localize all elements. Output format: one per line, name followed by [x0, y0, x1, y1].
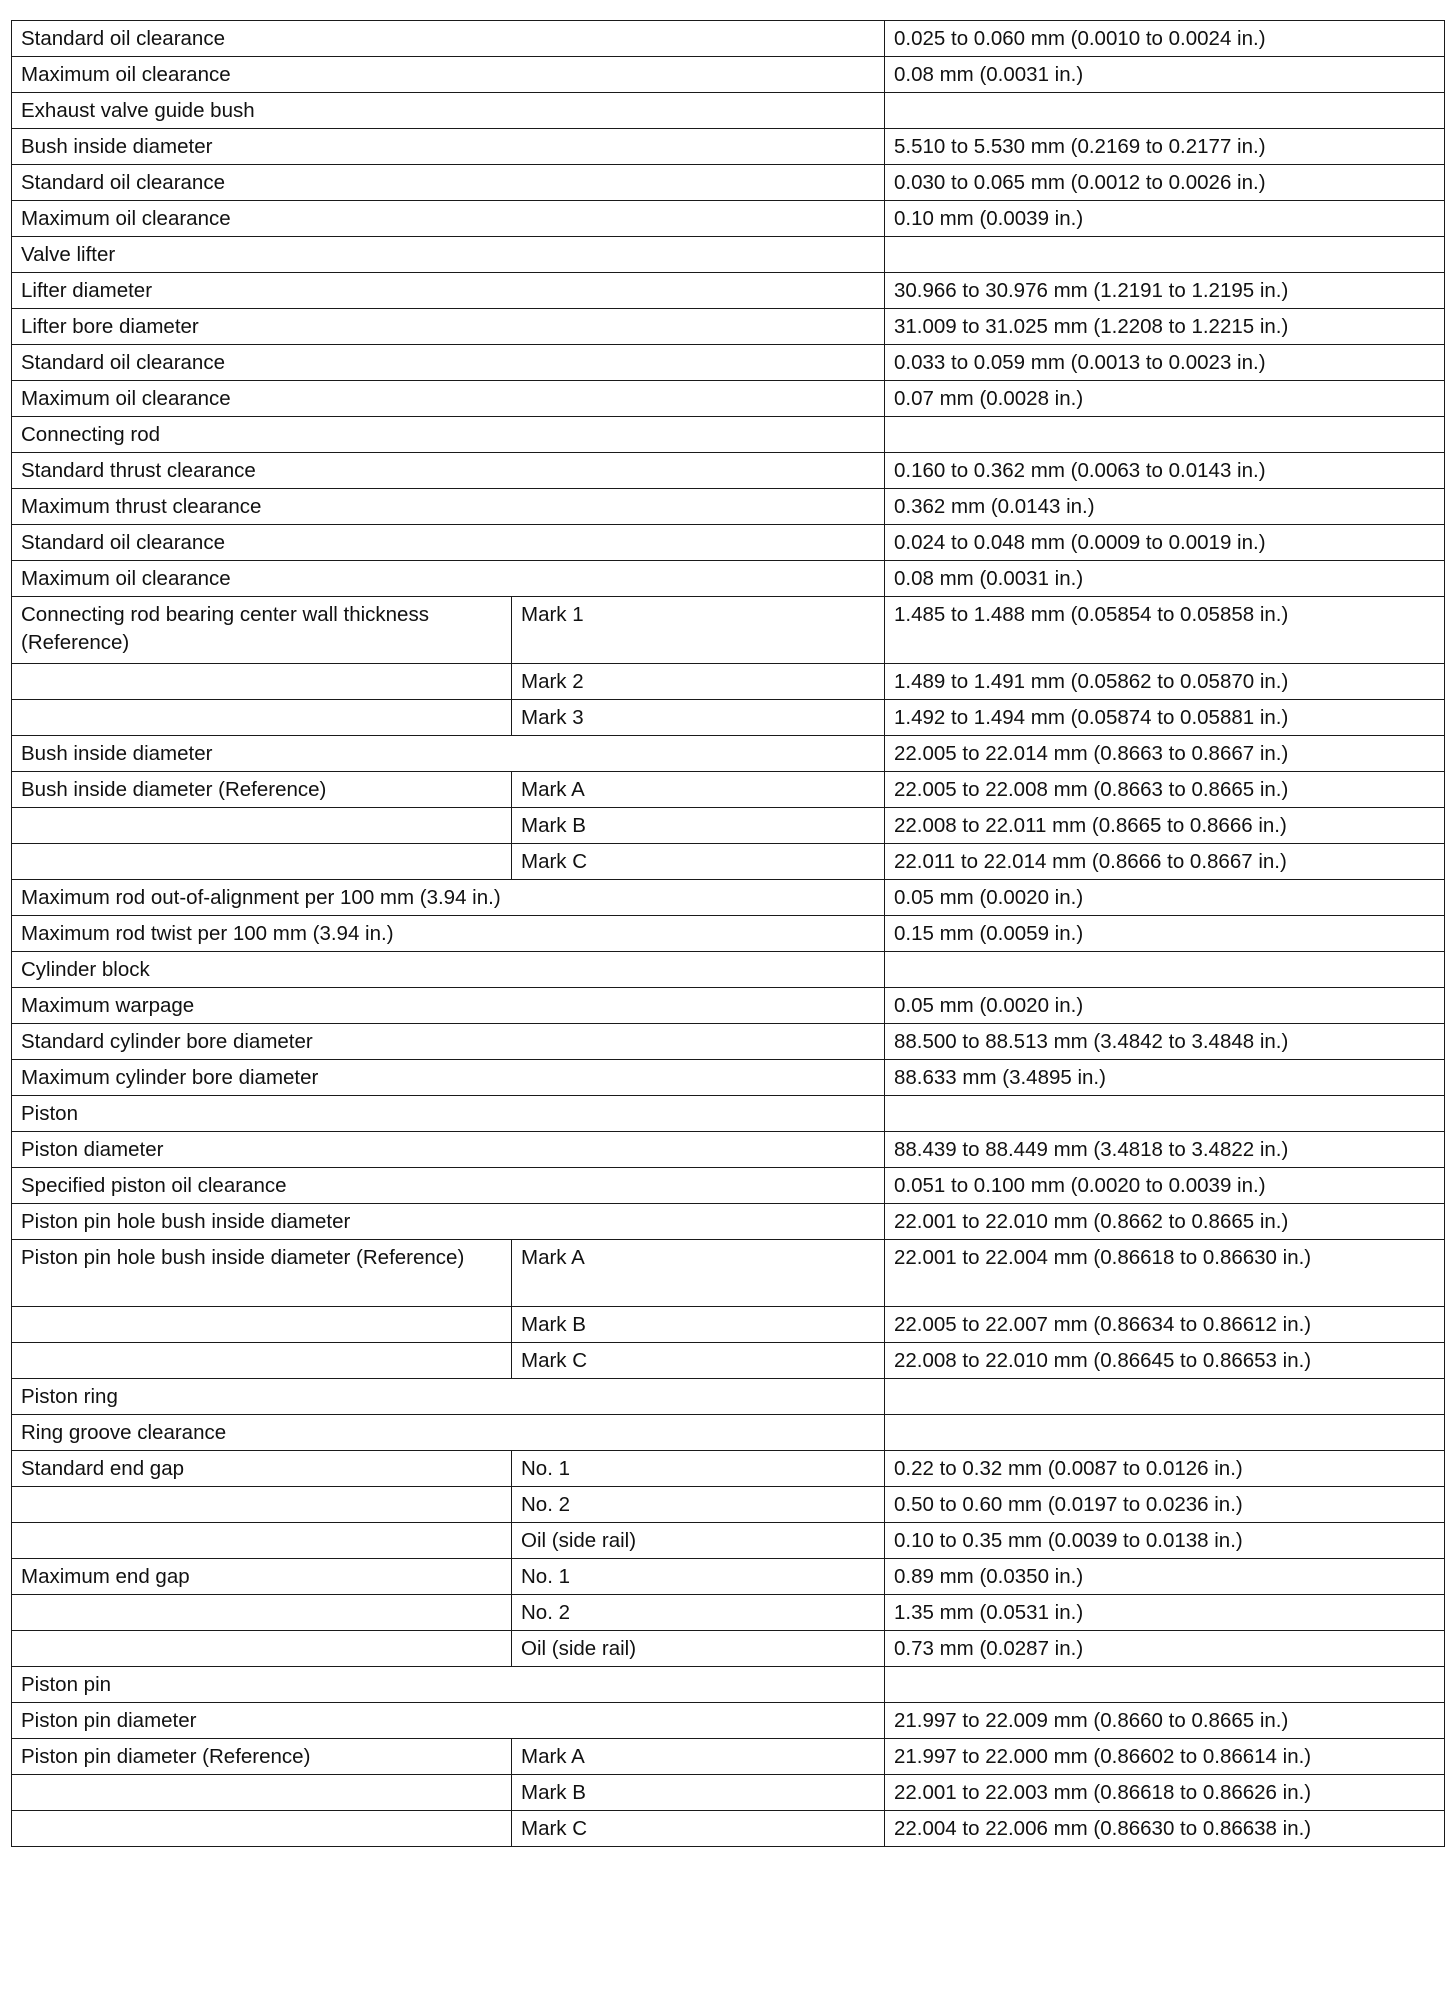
spec-label: Piston ring	[12, 1379, 885, 1415]
spec-label: Bush inside diameter (Reference)	[12, 772, 512, 808]
table-row	[12, 309, 1445, 345]
spec-label: Bush inside diameter	[12, 736, 885, 772]
table-row	[12, 916, 1445, 952]
spec-label: Standard oil clearance	[12, 345, 885, 381]
spec-sublabel: No. 2	[512, 1487, 885, 1523]
table-row	[12, 525, 1445, 561]
spec-value: 0.10 to 0.35 mm (0.0039 to 0.0138 in.)	[885, 1523, 1445, 1559]
spec-label: Maximum oil clearance	[12, 381, 885, 417]
table-row	[12, 489, 1445, 525]
spec-label	[12, 1595, 512, 1631]
spec-value	[885, 237, 1445, 273]
spec-sublabel: Mark B	[512, 1775, 885, 1811]
spec-value: 30.966 to 30.976 mm (1.2191 to 1.2195 in.)	[885, 273, 1445, 309]
spec-value: 0.10 mm (0.0039 in.)	[885, 201, 1445, 237]
spec-value: 5.510 to 5.530 mm (0.2169 to 0.2177 in.)	[885, 129, 1445, 165]
spec-table	[11, 20, 1445, 1847]
table-row	[12, 561, 1445, 597]
spec-value: 0.160 to 0.362 mm (0.0063 to 0.0143 in.)	[885, 453, 1445, 489]
spec-value: 1.492 to 1.494 mm (0.05874 to 0.05881 in.)	[885, 700, 1445, 736]
spec-value: 21.997 to 22.009 mm (0.8660 to 0.8665 in.)	[885, 1703, 1445, 1739]
table-row	[12, 381, 1445, 417]
table-row	[12, 1307, 1445, 1343]
spec-label: Piston diameter	[12, 1132, 885, 1168]
spec-value: 0.22 to 0.32 mm (0.0087 to 0.0126 in.)	[885, 1451, 1445, 1487]
spec-label: Standard end gap	[12, 1451, 512, 1487]
table-row	[12, 237, 1445, 273]
spec-value: 1.485 to 1.488 mm (0.05854 to 0.05858 in.)	[885, 597, 1445, 664]
spec-sublabel: Mark A	[512, 1739, 885, 1775]
spec-table-body	[12, 21, 1445, 1847]
spec-sublabel: Mark A	[512, 1240, 885, 1307]
table-row	[12, 129, 1445, 165]
spec-value: 0.033 to 0.059 mm (0.0013 to 0.0023 in.)	[885, 345, 1445, 381]
spec-sublabel: Mark A	[512, 772, 885, 808]
spec-value	[885, 1415, 1445, 1451]
spec-label: Piston pin	[12, 1667, 885, 1703]
table-row	[12, 880, 1445, 916]
spec-label: Valve lifter	[12, 237, 885, 273]
spec-value: 22.001 to 22.003 mm (0.86618 to 0.86626 in.)	[885, 1775, 1445, 1811]
table-row	[12, 93, 1445, 129]
table-row	[12, 1060, 1445, 1096]
spec-value: 0.50 to 0.60 mm (0.0197 to 0.0236 in.)	[885, 1487, 1445, 1523]
spec-label: Maximum cylinder bore diameter	[12, 1060, 885, 1096]
table-row	[12, 1487, 1445, 1523]
spec-value: 22.008 to 22.011 mm (0.8665 to 0.8666 in.)	[885, 808, 1445, 844]
table-row	[12, 345, 1445, 381]
table-row	[12, 772, 1445, 808]
spec-value: 0.051 to 0.100 mm (0.0020 to 0.0039 in.)	[885, 1168, 1445, 1204]
spec-label: Specified piston oil clearance	[12, 1168, 885, 1204]
spec-value	[885, 93, 1445, 129]
table-row	[12, 1024, 1445, 1060]
table-row	[12, 1204, 1445, 1240]
spec-value: 0.15 mm (0.0059 in.)	[885, 916, 1445, 952]
spec-label	[12, 1811, 512, 1847]
spec-label: Lifter bore diameter	[12, 309, 885, 345]
spec-sublabel: Oil (side rail)	[512, 1631, 885, 1667]
table-row	[12, 1343, 1445, 1379]
spec-value: 1.35 mm (0.0531 in.)	[885, 1595, 1445, 1631]
spec-label	[12, 1523, 512, 1559]
spec-value: 0.025 to 0.060 mm (0.0010 to 0.0024 in.)	[885, 21, 1445, 57]
spec-value	[885, 1379, 1445, 1415]
spec-label: Connecting rod	[12, 417, 885, 453]
spec-label: Maximum rod twist per 100 mm (3.94 in.)	[12, 916, 885, 952]
spec-value: 0.024 to 0.048 mm (0.0009 to 0.0019 in.)	[885, 525, 1445, 561]
spec-label: Lifter diameter	[12, 273, 885, 309]
table-row	[12, 952, 1445, 988]
spec-value: 88.439 to 88.449 mm (3.4818 to 3.4822 in.)	[885, 1132, 1445, 1168]
table-row	[12, 1775, 1445, 1811]
spec-value: 0.362 mm (0.0143 in.)	[885, 489, 1445, 525]
table-row	[12, 1523, 1445, 1559]
spec-label	[12, 1775, 512, 1811]
table-row	[12, 1739, 1445, 1775]
spec-label: Maximum end gap	[12, 1559, 512, 1595]
spec-sublabel: Mark 1	[512, 597, 885, 664]
spec-label	[12, 700, 512, 736]
spec-sublabel: Oil (side rail)	[512, 1523, 885, 1559]
spec-value: 0.89 mm (0.0350 in.)	[885, 1559, 1445, 1595]
spec-label	[12, 664, 512, 700]
spec-sublabel: Mark 3	[512, 700, 885, 736]
spec-label: Cylinder block	[12, 952, 885, 988]
spec-value: 0.05 mm (0.0020 in.)	[885, 988, 1445, 1024]
table-row	[12, 1811, 1445, 1847]
spec-value: 88.500 to 88.513 mm (3.4842 to 3.4848 in.)	[885, 1024, 1445, 1060]
table-row	[12, 417, 1445, 453]
spec-sublabel: Mark C	[512, 1343, 885, 1379]
spec-value: 0.07 mm (0.0028 in.)	[885, 381, 1445, 417]
spec-value: 22.005 to 22.014 mm (0.8663 to 0.8667 in.)	[885, 736, 1445, 772]
table-row	[12, 273, 1445, 309]
table-row	[12, 201, 1445, 237]
table-row	[12, 57, 1445, 93]
spec-label: Exhaust valve guide bush	[12, 93, 885, 129]
table-row	[12, 453, 1445, 489]
spec-label: Maximum oil clearance	[12, 561, 885, 597]
table-row	[12, 1379, 1445, 1415]
spec-label: Bush inside diameter	[12, 129, 885, 165]
spec-value: 0.05 mm (0.0020 in.)	[885, 880, 1445, 916]
spec-label: Piston pin hole bush inside diameter	[12, 1204, 885, 1240]
spec-sublabel: No. 1	[512, 1451, 885, 1487]
spec-sublabel: Mark 2	[512, 664, 885, 700]
spec-value: 22.005 to 22.007 mm (0.86634 to 0.86612 in.)	[885, 1307, 1445, 1343]
spec-label: Standard oil clearance	[12, 21, 885, 57]
spec-value: 22.001 to 22.010 mm (0.8662 to 0.8665 in.)	[885, 1204, 1445, 1240]
spec-label: Standard oil clearance	[12, 525, 885, 561]
spec-value: 22.011 to 22.014 mm (0.8666 to 0.8667 in.)	[885, 844, 1445, 880]
spec-value: 0.030 to 0.065 mm (0.0012 to 0.0026 in.)	[885, 165, 1445, 201]
table-row	[12, 597, 1445, 664]
spec-label: Piston pin hole bush inside diameter (Reference)	[12, 1240, 512, 1307]
table-row	[12, 1595, 1445, 1631]
table-row	[12, 1559, 1445, 1595]
table-row	[12, 1240, 1445, 1307]
spec-value: 1.489 to 1.491 mm (0.05862 to 0.05870 in.)	[885, 664, 1445, 700]
table-row	[12, 1096, 1445, 1132]
spec-sublabel: Mark C	[512, 844, 885, 880]
table-row	[12, 664, 1445, 700]
spec-value: 0.08 mm (0.0031 in.)	[885, 57, 1445, 93]
spec-label: Maximum oil clearance	[12, 201, 885, 237]
spec-value: 21.997 to 22.000 mm (0.86602 to 0.86614 in.)	[885, 1739, 1445, 1775]
spec-sublabel: Mark C	[512, 1811, 885, 1847]
spec-label: Standard oil clearance	[12, 165, 885, 201]
spec-label: Standard thrust clearance	[12, 453, 885, 489]
table-row	[12, 1667, 1445, 1703]
table-row	[12, 844, 1445, 880]
table-row	[12, 1168, 1445, 1204]
spec-value: 22.001 to 22.004 mm (0.86618 to 0.86630 in.)	[885, 1240, 1445, 1307]
spec-label: Maximum rod out-of-alignment per 100 mm (3.94 in.)	[12, 880, 885, 916]
spec-sublabel: Mark B	[512, 1307, 885, 1343]
table-row	[12, 1631, 1445, 1667]
spec-sublabel: Mark B	[512, 808, 885, 844]
table-row	[12, 808, 1445, 844]
table-row	[12, 1415, 1445, 1451]
spec-value	[885, 1096, 1445, 1132]
spec-label	[12, 844, 512, 880]
spec-label	[12, 808, 512, 844]
table-row	[12, 165, 1445, 201]
spec-label: Piston pin diameter	[12, 1703, 885, 1739]
spec-value: 88.633 mm (3.4895 in.)	[885, 1060, 1445, 1096]
table-row	[12, 988, 1445, 1024]
table-row	[12, 736, 1445, 772]
spec-value	[885, 417, 1445, 453]
spec-value: 22.005 to 22.008 mm (0.8663 to 0.8665 in.)	[885, 772, 1445, 808]
spec-label	[12, 1487, 512, 1523]
spec-label: Ring groove clearance	[12, 1415, 885, 1451]
table-row	[12, 1703, 1445, 1739]
table-row	[12, 1451, 1445, 1487]
spec-label: Connecting rod bearing center wall thickness (Reference)	[12, 597, 512, 664]
spec-label	[12, 1631, 512, 1667]
spec-value: 31.009 to 31.025 mm (1.2208 to 1.2215 in.)	[885, 309, 1445, 345]
spec-label	[12, 1307, 512, 1343]
table-row	[12, 21, 1445, 57]
spec-label: Standard cylinder bore diameter	[12, 1024, 885, 1060]
spec-label: Maximum thrust clearance	[12, 489, 885, 525]
table-row	[12, 1132, 1445, 1168]
spec-label: Maximum oil clearance	[12, 57, 885, 93]
spec-value: 0.08 mm (0.0031 in.)	[885, 561, 1445, 597]
spec-sublabel: No. 2	[512, 1595, 885, 1631]
spec-value	[885, 952, 1445, 988]
spec-sublabel: No. 1	[512, 1559, 885, 1595]
spec-label	[12, 1343, 512, 1379]
spec-label: Piston pin diameter (Reference)	[12, 1739, 512, 1775]
spec-label: Maximum warpage	[12, 988, 885, 1024]
spec-label: Piston	[12, 1096, 885, 1132]
spec-value: 22.008 to 22.010 mm (0.86645 to 0.86653 in.)	[885, 1343, 1445, 1379]
spec-value: 22.004 to 22.006 mm (0.86630 to 0.86638 in.)	[885, 1811, 1445, 1847]
table-row	[12, 700, 1445, 736]
spec-value	[885, 1667, 1445, 1703]
spec-value: 0.73 mm (0.0287 in.)	[885, 1631, 1445, 1667]
